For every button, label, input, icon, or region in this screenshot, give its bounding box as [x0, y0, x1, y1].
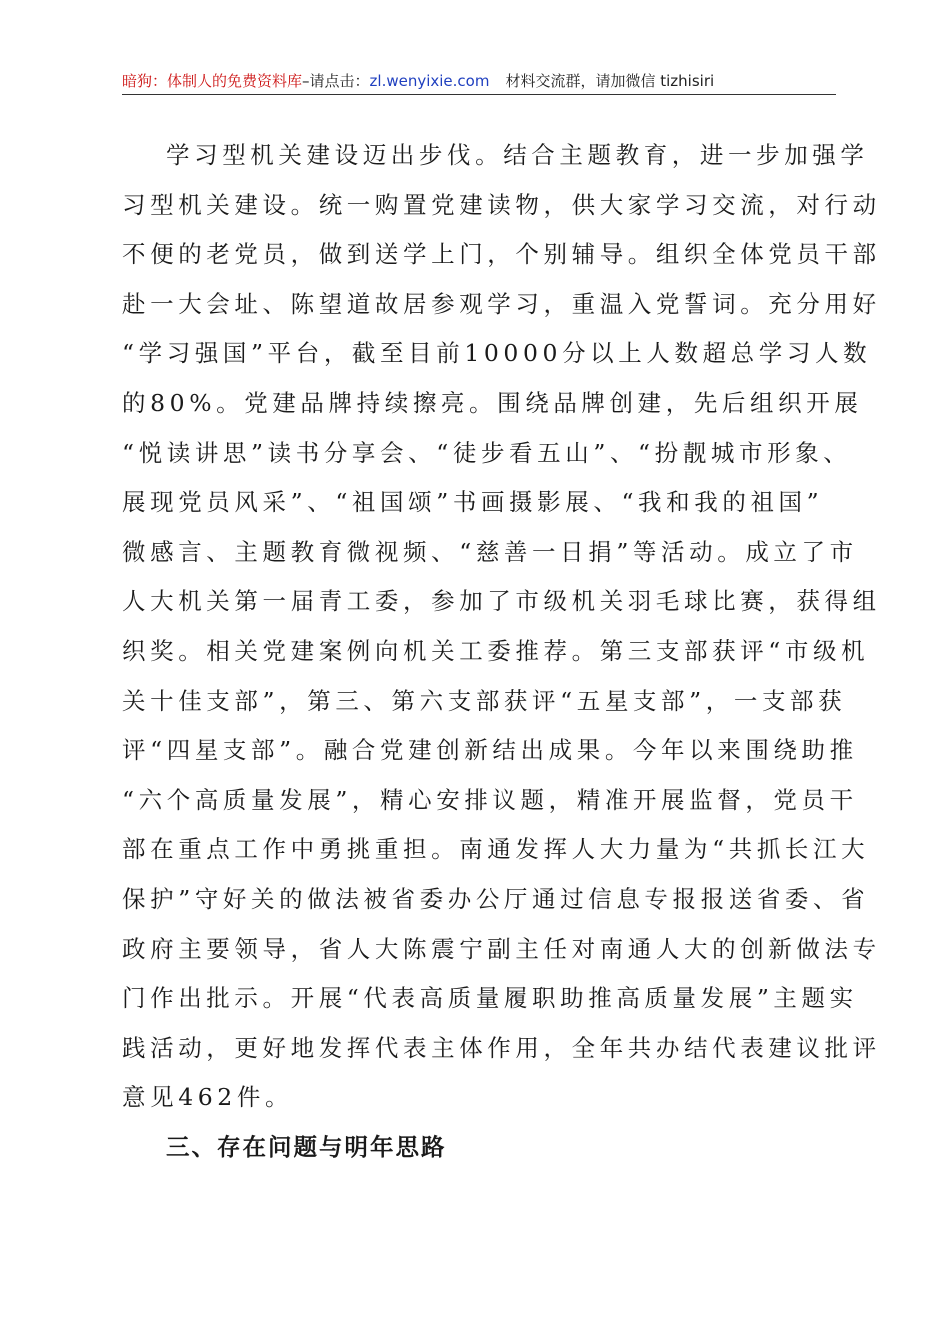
paragraph-line: 部在重点工作中勇挑重担。南通发挥人大力量为“共抓长江大	[122, 835, 870, 864]
header-link-prefix: –请点击：	[302, 72, 370, 90]
header-divider	[122, 94, 836, 95]
header-group-note: 材料交流群，请加微信 tizhisiri	[505, 72, 715, 90]
header-url-link[interactable]: zl.wenyixie.com	[369, 72, 490, 90]
paragraph-line: “学习强国”平台，截至目前10000分以上人数超总学习人数	[122, 339, 872, 368]
paragraph-line: 意见462件。	[122, 1083, 294, 1112]
paragraph-line: “悦读讲思”读书分享会、“徒步看五山”、“扮靓城市形象、	[122, 438, 852, 467]
paragraph-line: “六个高质量发展”，精心安排议题，精准开展监督，党员干	[122, 785, 858, 814]
paragraph-line: 的80%。党建品牌持续擦亮。围绕品牌创建，先后组织开展	[122, 388, 863, 417]
paragraph-line: 微感言、主题教育微视频、“慈善一日捐”等活动。成立了市	[122, 537, 858, 566]
section-heading: 三、存在问题与明年思路	[166, 1133, 447, 1161]
paragraph-line: 不便的老党员，做到送学上门，个别辅导。组织全体党员干部	[122, 240, 881, 269]
paragraph-line: 赴一大会址、陈望道故居参观学习，重温入党誓词。充分用好	[122, 289, 881, 318]
paragraph-line: 政府主要领导，省人大陈震宁副主任对南通人大的创新做法专	[122, 934, 881, 963]
header-brand: 暗狗：体制人的免费资料库	[122, 72, 303, 90]
paragraph-line: 展现党员风采”、“祖国颂”书画摄影展、“我和我的祖国”	[122, 488, 824, 517]
body-paragraph	[122, 131, 881, 1123]
page-header	[122, 70, 836, 92]
paragraph-line: 保护”守好关的做法被省委办公厅通过信息专报报送省委、省	[122, 884, 870, 913]
paragraph-line: 门作出批示。开展“代表高质量履职助推高质量发展”主题实	[122, 984, 858, 1013]
paragraph-line: 习型机关建设。统一购置党建读物，供大家学习交流，对行动	[122, 190, 881, 219]
paragraph-line: 织奖。相关党建案例向机关工委推荐。第三支部获评“市级机	[122, 636, 870, 665]
paragraph-line: 关十佳支部”，第三、第六支部获评“五星支部”，一支部获	[122, 686, 847, 715]
paragraph-line: 评“四星支部”。融合党建创新结出成果。今年以来围绕助推	[122, 736, 858, 765]
paragraph-line: 人大机关第一届青工委，参加了市级机关羽毛球比赛，获得组	[122, 587, 881, 616]
paragraph-line: 践活动，更好地发挥代表主体作用，全年共办结代表建议批评	[122, 1033, 881, 1062]
paragraph-line: 学习型机关建设迈出步伐。结合主题教育，进一步加强学	[166, 141, 869, 169]
